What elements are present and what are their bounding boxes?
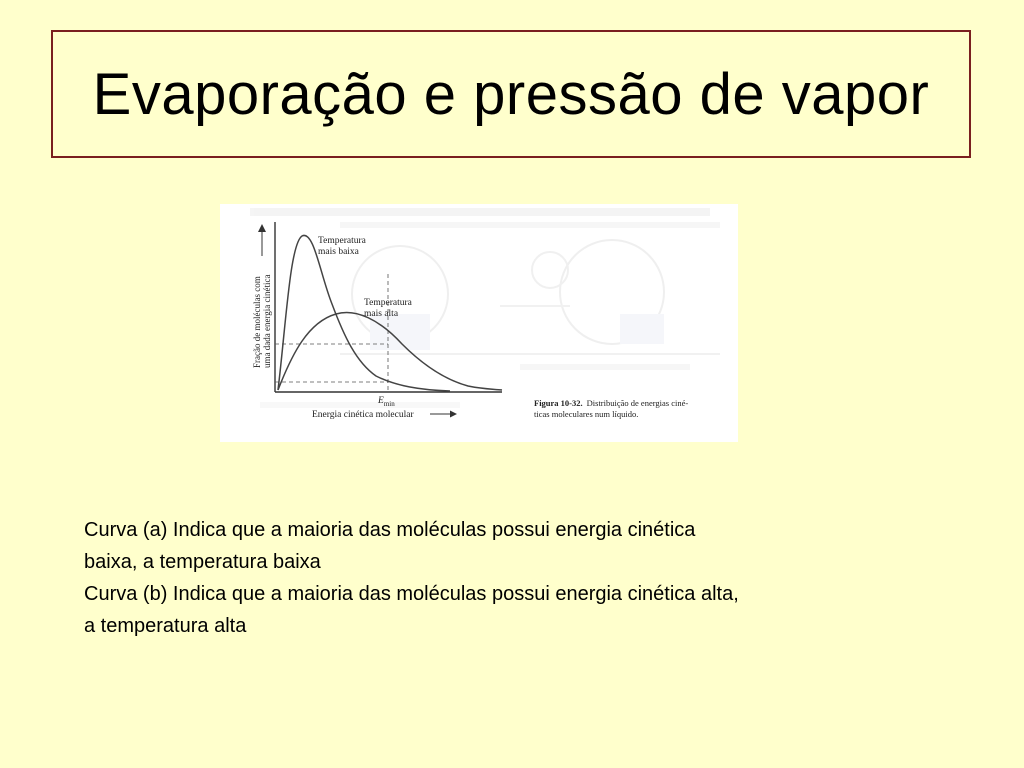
body-line-4: a temperatura alta (84, 615, 247, 637)
y-axis-label-line2: uma dada energia cinética (262, 274, 272, 368)
figure-caption-line1: Figura 10-32. Distribuição de energias ciné- (534, 398, 689, 408)
energy-distribution-figure (220, 204, 738, 442)
body-line-3: Curva (b) Indica que a maioria das moléculas possui energia cinética alta, (84, 583, 739, 605)
slide-title: Evaporação e pressão de vapor (92, 61, 930, 127)
curve-low-label-line1: Temperatura (318, 236, 366, 246)
title-box (51, 30, 971, 158)
body-text (84, 514, 944, 642)
figure-caption-line2: ticas moleculares num líquido. (534, 409, 639, 419)
x-axis-label: Energia cinética molecular (312, 410, 414, 420)
y-axis-label-line1: Fração de moléculas com (252, 276, 262, 368)
body-line-2: baixa, a temperatura baixa (84, 551, 321, 573)
x-axis-arrowhead (450, 411, 457, 418)
y-axis-arrowhead (258, 224, 266, 232)
curve-high-label-line2: mais alta (364, 309, 399, 319)
body-line-1: Curva (a) Indica que a maioria das moléculas possui energia cinética (84, 519, 696, 541)
emin-label: $E_{min}$ (378, 396, 395, 408)
curve-high-label-line1: Temperatura (364, 298, 412, 308)
curve-low-label-line2: mais baixa (318, 247, 359, 257)
